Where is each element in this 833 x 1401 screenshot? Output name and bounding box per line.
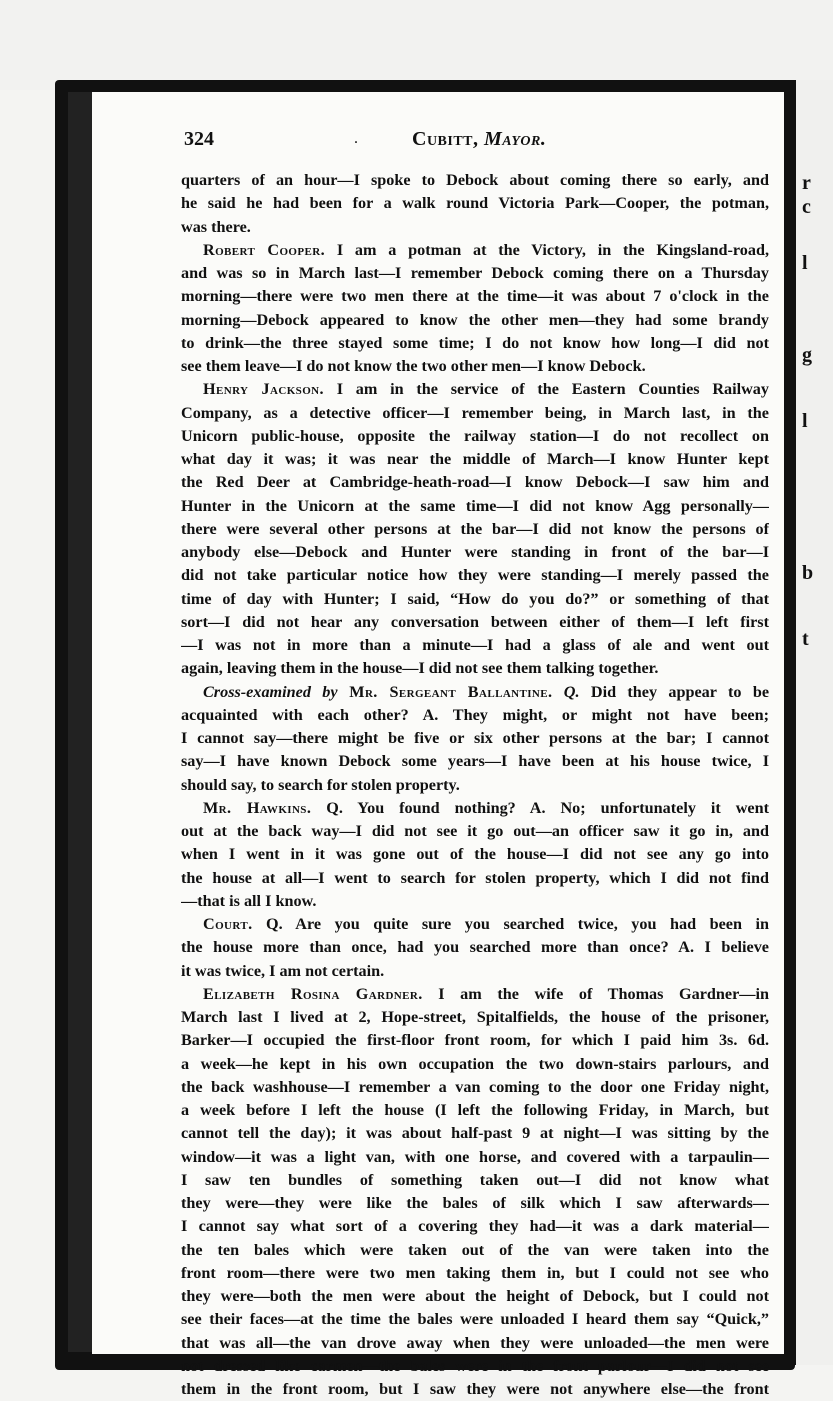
top-margin <box>0 0 833 90</box>
text-line <box>181 727 769 750</box>
line-text: to drink—the three stayed some time; I do not know how long—I did not <box>181 333 769 352</box>
line-text: March last I lived at 2, Hope-street, Spitalfields, the house of the prisoner, <box>181 1008 769 1026</box>
adjacent-page-letter: b <box>802 562 814 584</box>
speaker-name: Robert Cooper. <box>203 240 326 259</box>
line-text: out at the back way—I did not see it go out—an officer saw it go in, and <box>181 822 769 840</box>
text-line <box>181 1239 769 1262</box>
line-text: Barker—I occupied the first-floor front room, for which I paid him 3s. 6d. <box>181 1031 769 1050</box>
text-line <box>181 495 769 518</box>
text-line <box>181 192 769 215</box>
text-line <box>181 1029 769 1052</box>
line-text: Hunter in the Unicorn at the same time—I did not know Agg personally— <box>181 496 769 515</box>
line-text: Did they appear to be <box>579 682 769 701</box>
text-line <box>181 1076 769 1099</box>
text-line <box>181 518 769 541</box>
text-line <box>181 1355 769 1378</box>
line-text: it was twice, I am not certain. <box>181 961 385 980</box>
text-line <box>181 1122 769 1145</box>
text-line <box>181 564 769 587</box>
text-line <box>181 1262 769 1285</box>
line-text: he said he had been for a walk round Victoria Park—Cooper, the potman, <box>181 194 769 213</box>
line-text: I am the wife of Thomas Gardner—in <box>422 984 769 1003</box>
line-text: again, leaving them in the house—I did not see them talking together. <box>181 659 659 678</box>
speaker-name: Henry Jackson. <box>203 380 324 399</box>
text-line <box>181 1308 769 1331</box>
running-head-name: Cubitt, <box>412 128 479 150</box>
line-text: them in the front room, but I saw they were not anywhere else—the front <box>181 1380 769 1398</box>
line-text: cannot tell the day); it was about half-past 9 at night—I was sitting by the <box>181 1124 769 1143</box>
body-text <box>181 169 769 1401</box>
line-text: Unicorn public-house, opposite the railway station—I do not recollect on <box>181 426 769 445</box>
page-header <box>184 128 784 156</box>
text-line <box>181 1332 769 1355</box>
line-text: the house more than once, had you searched more than once? A. I believe <box>181 938 769 957</box>
text-line <box>181 285 769 308</box>
text-line <box>181 704 769 727</box>
line-text: when I went in it was gone out of the house—I did not see any go into <box>181 845 769 864</box>
text-line <box>181 402 769 425</box>
text-line <box>181 239 769 262</box>
line-text: the ten bales which were taken out of the van were taken into the <box>181 1240 769 1259</box>
text-line <box>181 867 769 890</box>
text-line <box>181 1169 769 1192</box>
line-text: they were—both the men were about the height of Debock, but I could not <box>181 1287 769 1305</box>
text-line <box>181 890 769 913</box>
line-text: was there. <box>181 217 251 236</box>
line-text: time of day with Hunter; I said, “How do you do?” or something of that <box>181 589 769 608</box>
line-text: morning—there were two men there at the time—it was about 7 o'clock in the <box>181 287 769 306</box>
text-line <box>181 355 769 378</box>
text-line <box>181 774 769 797</box>
running-head <box>412 128 546 151</box>
adjacent-page-fragment <box>790 80 833 1365</box>
line-text: anybody else—Debock and Hunter were standing in front of the bar—I <box>181 543 769 561</box>
speaker-name: Mr. Hawkins. <box>203 798 312 817</box>
text-line <box>181 611 769 634</box>
italic-phrase: Cross-examined by <box>203 682 338 701</box>
text-line <box>181 332 769 355</box>
line-text: did not take particular notice how they were standing—I merely passed the <box>181 566 769 585</box>
page-number: 324 <box>184 128 214 150</box>
line-text: the back washhouse—I remember a van coming to the door one Friday night, <box>181 1077 769 1096</box>
text-line <box>181 448 769 471</box>
text-line <box>181 983 769 1006</box>
text-line <box>181 797 769 820</box>
line-text: window—it was a light van, with one horse, and covered with a tarpaulin— <box>181 1147 769 1166</box>
text-line <box>181 471 769 494</box>
speaker-name: Mr. Sergeant Ballantine. <box>337 682 553 701</box>
text-line <box>181 681 769 704</box>
text-line <box>181 1378 769 1401</box>
text-line <box>181 634 769 657</box>
text-line <box>181 169 769 192</box>
text-line <box>181 309 769 332</box>
line-text: the Red Deer at Cambridge-heath-road—I know Debock—I saw him and <box>181 473 769 492</box>
line-text: see their faces—at the time the bales were unloaded I heard them say “Quick,” <box>181 1310 769 1329</box>
line-text: —I was not in more than a minute—I had a glass of ale and went out <box>181 636 769 654</box>
text-line <box>181 936 769 959</box>
line-text: see them leave—I do not know the two other men—I know Debock. <box>181 357 646 375</box>
text-line <box>181 378 769 401</box>
line-text: acquainted with each other? A. They might, or might not have been; <box>181 705 769 724</box>
line-text: I cannot say what sort of a covering they had—it was a dark material— <box>181 1217 769 1236</box>
text-line <box>181 588 769 611</box>
text-line <box>181 913 769 936</box>
line-text: Q. You found nothing? A. No; unfortunately it went <box>311 798 769 817</box>
text-line <box>181 1053 769 1076</box>
line-text: they were—they were like the bales of silk which I saw afterwards— <box>181 1194 769 1212</box>
line-text: that was all—the van drove away when they were unloaded—the men were <box>181 1333 769 1352</box>
line-text: a week—he kept in his own occupation the two down-stairs parlours, and <box>181 1054 769 1073</box>
text-line <box>181 262 769 285</box>
line-text: not dressed like carmen—the bales were in the front parlour—I did not see <box>181 1356 769 1375</box>
line-text: I am a potman at the Victory, in the Kingsland-road, <box>325 240 769 259</box>
line-text: sort—I did not hear any conversation between either of them—I left first <box>181 612 769 631</box>
line-text: I saw ten bundles of something taken out—I did not know what <box>181 1170 769 1189</box>
text-line <box>181 1146 769 1169</box>
text-line <box>181 1215 769 1238</box>
adjacent-page-letter: g <box>802 344 812 366</box>
line-text: say—I have known Debock some years—I have been at his house twice, I <box>181 752 769 771</box>
book-page <box>92 92 784 1398</box>
text-line <box>181 1006 769 1029</box>
adjacent-page-letter: l <box>802 252 808 274</box>
line-text: and was so in March last—I remember Debock coming there on a Thursday <box>181 264 769 282</box>
line-text: should say, to search for stolen property. <box>181 775 460 794</box>
header-dot: . <box>354 130 358 147</box>
line-text: I cannot say—there might be five or six other persons at the bar; I cannot <box>181 729 769 747</box>
line-text: front room—there were two men taking them in, but I could not see who <box>181 1263 769 1282</box>
text-line <box>181 820 769 843</box>
running-head-title: Mayor. <box>484 128 547 150</box>
italic-phrase: Q. <box>552 682 580 701</box>
adjacent-page-letter: c <box>802 196 811 218</box>
text-line <box>181 216 769 239</box>
text-line <box>181 541 769 564</box>
line-text: quarters of an hour—I spoke to Debock about coming there so early, and <box>181 171 769 189</box>
adjacent-page-letter: t <box>802 628 809 650</box>
text-line <box>181 1099 769 1122</box>
text-line <box>181 657 769 680</box>
text-line <box>181 425 769 448</box>
adjacent-page-letter: r <box>802 172 811 194</box>
text-line <box>181 750 769 773</box>
line-text: Q. Are you quite sure you searched twice, you had been in <box>252 915 769 933</box>
text-line <box>181 1192 769 1215</box>
text-line <box>181 960 769 983</box>
line-text: a week before I left the house (I left the following Friday, in March, but <box>181 1101 769 1119</box>
adjacent-page-letter: l <box>802 410 808 432</box>
line-text: Company, as a detective officer—I remember being, in March last, in the <box>181 403 769 422</box>
text-line <box>181 1285 769 1308</box>
line-text: the house at all—I went to search for stolen property, which I did not find <box>181 868 769 887</box>
line-text: —that is all I know. <box>181 891 317 910</box>
line-text: I am in the service of the Eastern Counties Railway <box>323 380 769 399</box>
text-line <box>181 843 769 866</box>
line-text: morning—Debock appeared to know the other men—they had some brandy <box>181 310 769 329</box>
speaker-name: Court. <box>203 915 253 933</box>
speaker-name: Elizabeth Rosina Gardner. <box>203 984 423 1003</box>
line-text: there were several other persons at the bar—I did not know the persons of <box>181 519 769 538</box>
line-text: what day it was; it was near the middle of March—I know Hunter kept <box>181 450 769 468</box>
